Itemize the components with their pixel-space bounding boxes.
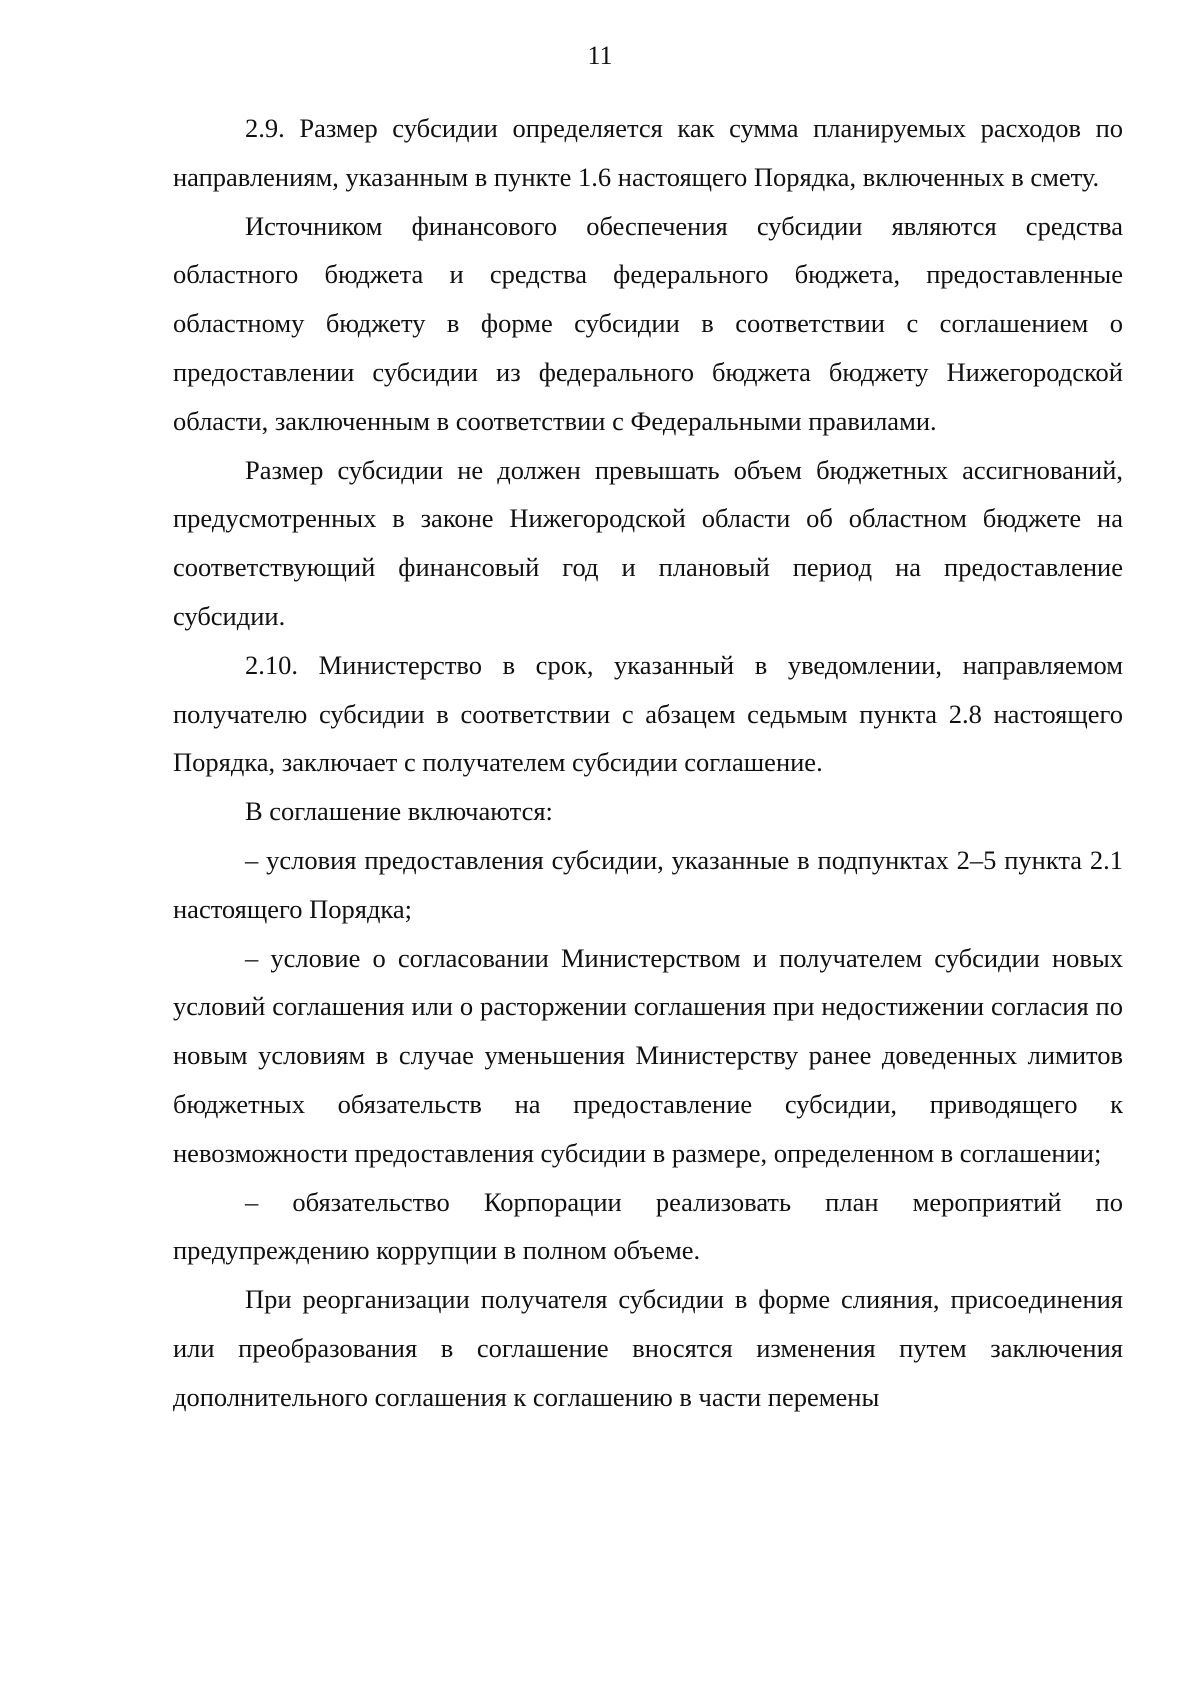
list-item-new-conditions: – условие о согласовании Министерством и получателем субсидии новых условий соглашения или о расторжении соглашения при недостижении согласия по новым условиям в случае уменьшения Министерству ранее доведенных лимитов бюджетных обязательств на предоставление субсидии, приводящего к невозможности предоставления субсидии в размере, определенном в соглашении; [173, 942, 1123, 1168]
paragraph-funding-source: Источником финансового обеспечения субсидии являются средства областного бюджета и средства федерального бюджета, предоставленные областному бюджету в форме субсидии в соответствии с соглашением о предоставлении субсидии из федерального бюджета бюджету Нижегородской области, заключенным в соответствии с Федеральными правилами. [173, 210, 1123, 436]
list-item-anticorruption: – обязательство Корпорации реализовать план мероприятий по предупреждению коррупции в полном объеме. [173, 1186, 1123, 1266]
paragraph-2-10: 2.10. Министерство в срок, указанный в уведомлении, направляемом получателю субсидии в соответствии с абзацем седьмым пункта 2.8 настоящего Порядка, заключает с получателем субсидии соглашение. [173, 649, 1123, 778]
paragraph-agreement-includes: В соглашение включаются: [245, 796, 553, 827]
paragraph-2-9: 2.9. Размер субсидии определяется как сумма планируемых расходов по направлениям, указанным в пункте 1.6 настоящего Порядка, включенных в смету. [173, 113, 1123, 192]
paragraph-reorganization: При реорганизации получателя субсидии в форме слияния, присоединения или преобразования в соглашение вносятся изменения путем заключения дополнительного соглашения к соглашению в части перемены [173, 1284, 1123, 1412]
list-item-conditions: – условия предоставления субсидии, указанные в подпунктах 2–5 пункта 2.1 настоящего Порядка; [173, 844, 1123, 924]
document-body [173, 104, 1123, 1422]
paragraph-subsidy-limit: Размер субсидии не должен превышать объем бюджетных ассигнований, предусмотренных в законе Нижегородской области об областном бюджете на соответствующий финансовый год и плановый период на предоставление субсидии. [173, 454, 1123, 631]
page-number: 11 [587, 41, 613, 70]
